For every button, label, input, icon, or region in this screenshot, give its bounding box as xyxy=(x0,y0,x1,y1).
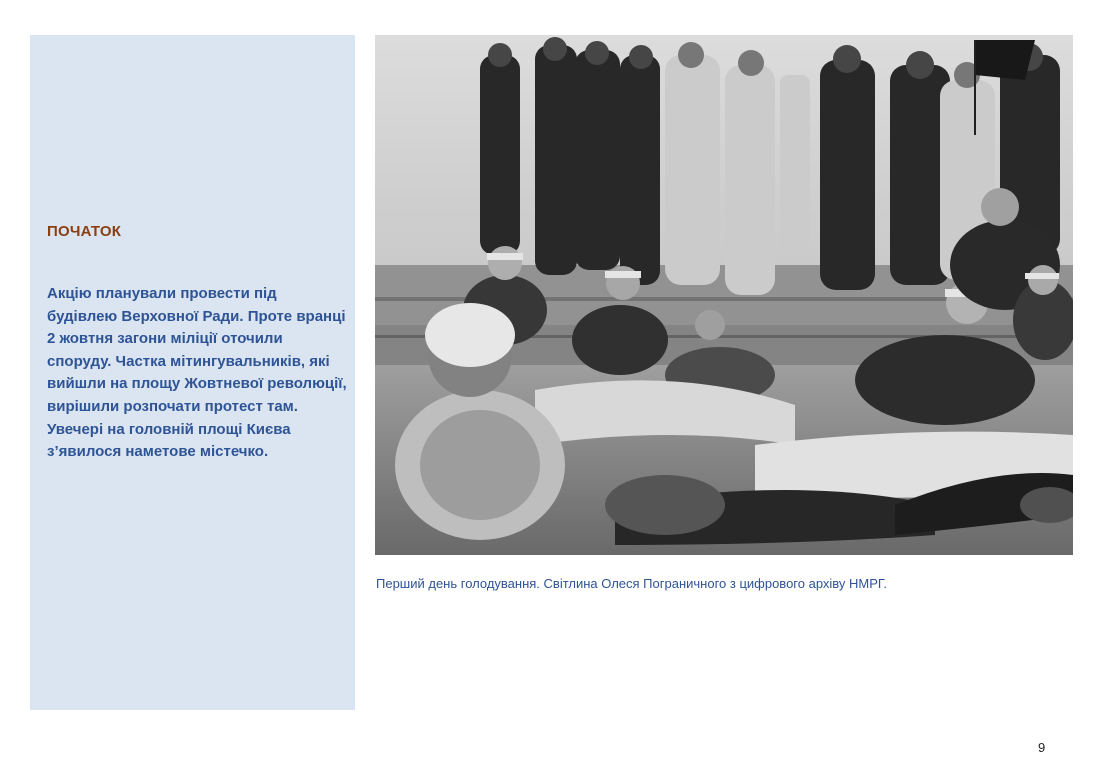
photo-caption: Перший день голодування. Світлина Олеся Пограничного з цифрового архіву НМРГ. xyxy=(376,576,887,591)
page-number: 9 xyxy=(1038,740,1046,755)
archival-photo xyxy=(375,35,1073,555)
section-title: ПОЧАТОК xyxy=(47,223,122,240)
photo-illustration xyxy=(375,35,1073,555)
section-body-text: Акцію планували провести під будівлею Верховної Ради. Проте вранці 2 жовтня загони міліції оточили споруду. Частка мітингувальників, які вийшли на площу Жовтневої революції, вирішили розпочати протест там. Увечері на головній площі Києва з’явилося наметове містечко. xyxy=(47,285,347,461)
sidebar-panel xyxy=(30,35,355,710)
